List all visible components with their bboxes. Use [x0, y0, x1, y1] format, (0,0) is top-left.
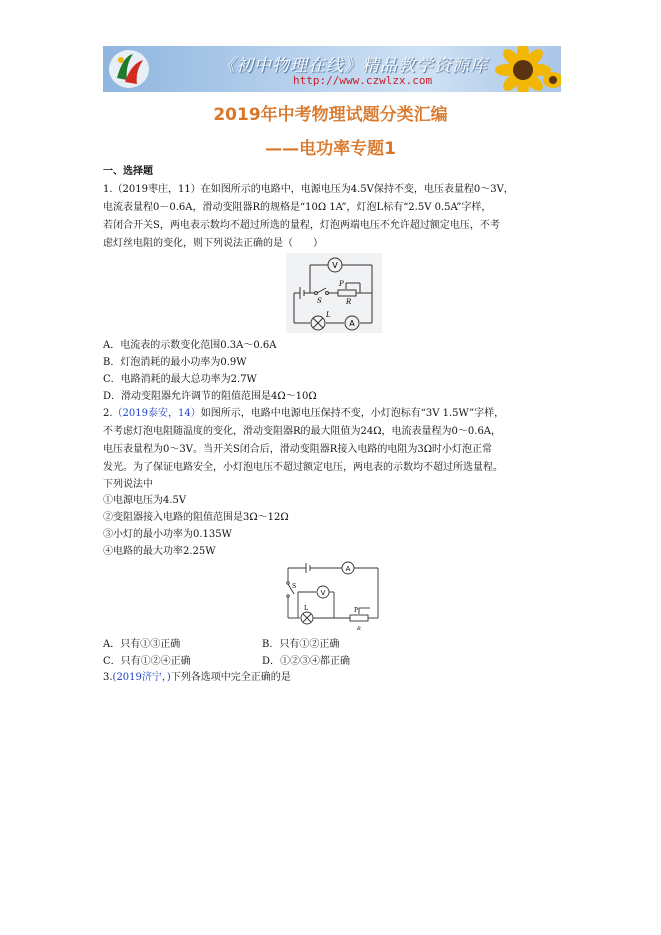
q2-statement-2: ②变阻器接入电路的阻值范围是3Ω～12Ω: [103, 512, 289, 523]
q1-line-2: 电流表量程0－0.6A，滑动变阻器R的规格是“10Ω 1A”，灯泡L标有“2.5V 0.5A”字样，: [103, 202, 492, 213]
q1-switch-label: S: [317, 297, 322, 305]
q2-line-1: [103, 407, 504, 421]
page-subtitle: ——电功率专题1: [265, 139, 396, 159]
q2-statement-3: ③小灯的最小功率为0.135W: [103, 529, 232, 540]
q1-option-b: B．灯泡消耗的最小功率为0.9W: [103, 357, 247, 368]
q3-number: 3.: [103, 672, 113, 683]
q3-text: 下列各选项中完全正确的是: [170, 672, 291, 683]
q2-rheostat-label: R: [357, 626, 361, 632]
section-heading: 一、选择题: [103, 166, 153, 177]
q1-line-4: 虑灯丝电阻的变化，则下列说法正确的是（ ）: [103, 238, 323, 249]
banner-url[interactable]: http://www.czwlzx.com: [293, 74, 433, 87]
q2-option-d: D．①②③④都正确: [262, 656, 351, 667]
q3-source: (2019济宁，): [112, 672, 171, 683]
q2-line-1-text: 如图所示，电路中电源电压保持不变，小灯泡标有“3V 1.5W”字样，: [200, 408, 505, 419]
q2-line-3: 电压表量程为0～3V。当开关S闭合后，滑动变阻器R接入电路的电阻为3Ω时小灯泡正常: [103, 444, 492, 455]
q2-voltmeter-label: V: [320, 589, 326, 597]
banner-title: 《初中物理在线》精品教学资源库: [218, 56, 488, 76]
q1-option-d: D．滑动变阻器允许调节的阻值范围是4Ω～10Ω: [103, 391, 317, 402]
q2-line-5: 下列说法中: [103, 479, 153, 490]
q2-ammeter-label: A: [345, 565, 351, 573]
logo-icon: [107, 48, 151, 90]
q1-slider-label: P: [339, 280, 344, 288]
q1-line-3: 若闭合开关S，两电表示数均不超过所选的量程，灯泡两端电压不允许超过额定电压，不考: [103, 220, 500, 231]
q2-statement-1: ①电源电压为4.5V: [103, 495, 187, 506]
q1-resistor-label: R: [346, 298, 352, 306]
q2-option-c: C．只有①②④正确: [103, 656, 191, 667]
q2-source: （2019泰安，14）: [112, 408, 201, 419]
q2-option-a: A．只有①③正确: [103, 639, 181, 650]
q2-option-b: B．只有①②正确: [262, 639, 340, 650]
q1-option-a: A．电流表的示数变化范围0.3A～0.6A: [103, 340, 277, 351]
q2-switch-label: S: [292, 583, 297, 590]
q1-circuit-diagram: [286, 253, 382, 333]
q1-voltmeter-label: V: [332, 261, 338, 270]
q1-line-1: 1.（2019枣庄，11）在如图所示的电路中，电源电压为4.5V保持不变，电压表量程0～3V，: [103, 184, 514, 195]
q1-ammeter-label: A: [349, 319, 355, 328]
sunflower-icon: [483, 46, 561, 92]
q2-line-2: 不考虑灯泡电阻随温度的变化，滑动变阻器R的最大阻值为24Ω，电流表量程为0～0.6A，: [103, 426, 502, 437]
q2-slider-label: P: [354, 607, 359, 614]
header-banner: [103, 46, 561, 92]
q2-line-4: 发光。为了保证电路安全，小灯泡电压不超过额定电压，两电表的示数均不超过所选量程。: [103, 462, 503, 473]
q2-circuit-diagram: [278, 560, 382, 632]
q1-lamp-label: L: [326, 311, 331, 319]
q2-number: 2.: [103, 408, 113, 419]
q2-lamp-label: L: [304, 605, 308, 612]
page-title: 2019年中考物理试题分类汇编: [213, 105, 448, 125]
q3-line-1: [103, 671, 291, 685]
q2-statement-4: ④电路的最大功率2.25W: [103, 546, 216, 557]
q1-option-c: C．电路消耗的最大总功率为2.7W: [103, 374, 257, 385]
